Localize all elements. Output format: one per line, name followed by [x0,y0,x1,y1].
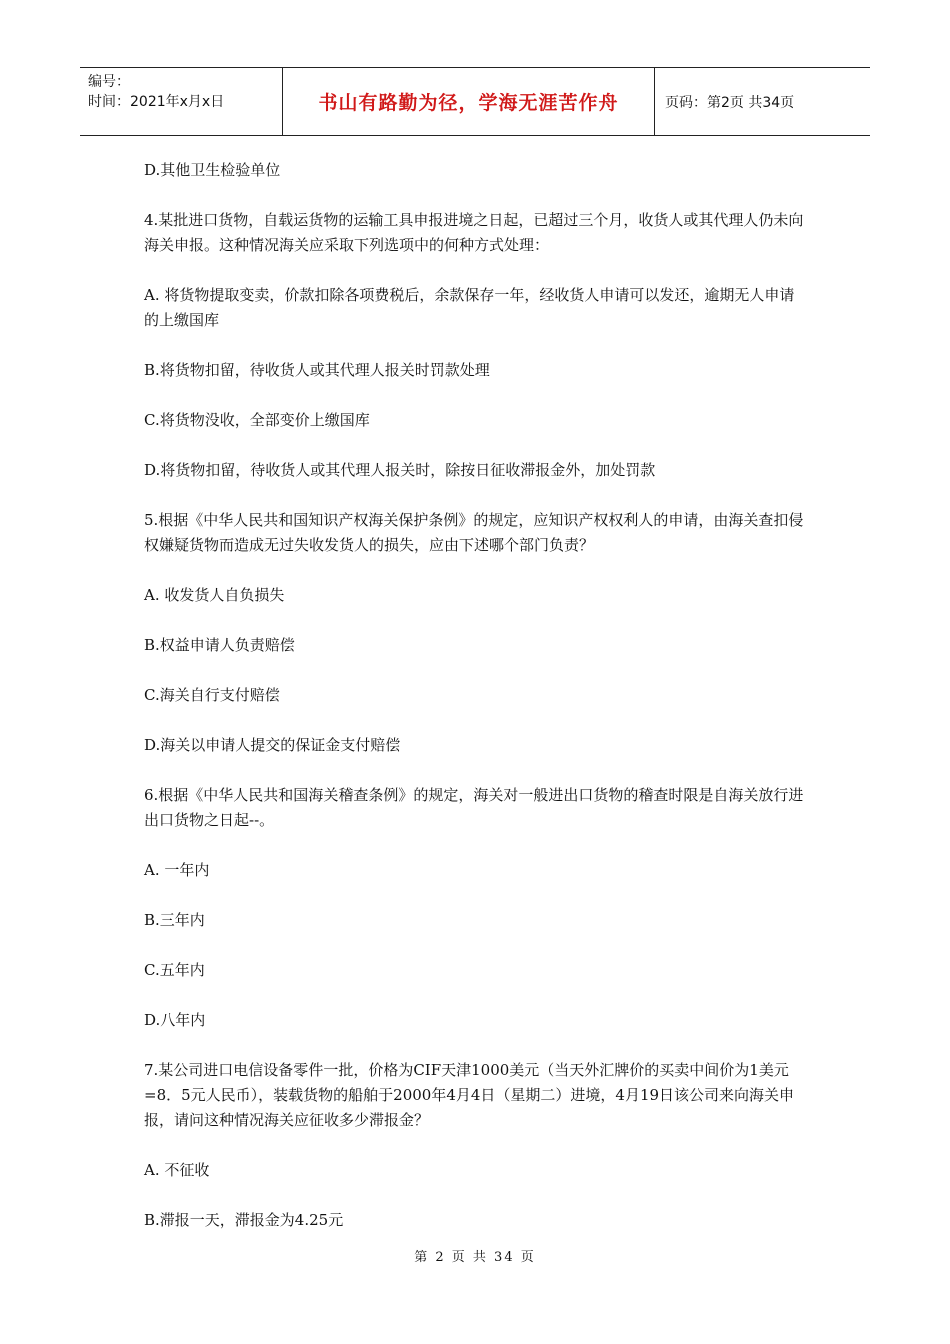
question-5: 5.根据《中华人民共和国知识产权海关保护条例》的规定，应知识产权权利人的申请，由海关查扣侵权嫌疑货物而造成无过失收发货人的损失，应由下述哪个部门负责？ [144,511,804,554]
question-7: 7.某公司进口电信设备零件一批，价格为CIF天津1000美元（当天外汇牌价的买卖中间价为1美元=8．5元人民币），装载货物的船舶于2000年4月4日（星期二）进境，4月19日该公司来向海关申报，请问这种情况海关应征收多少滞报金？ [144,1061,795,1129]
page-footer: 第 2 页 共 34 页 [414,1250,536,1265]
document-time-label: 时间：2021年x月x日 [88,94,225,110]
question-6-option-b: B.三年内 [144,911,205,929]
header-motto: 书山有路勤为径，学海无涯苦作舟 [283,68,655,135]
question-4-option-c: C.将货物没收，全部变价上缴国库 [144,411,370,429]
header-page-info: 页码：第2页 共34页 [665,94,795,111]
document-body [144,158,809,1258]
question-6-option-d: D.八年内 [144,1011,206,1029]
question-4: 4.某批进口货物，自载运货物的运输工具申报进境之日起，已超过三个月，收货人或其代理人仍未向海关申报。这种情况海关应采取下列选项中的何种方式处理： [144,211,804,254]
option-d-prev: D.其他卫生检验单位 [144,161,281,179]
document-number-label: 编号： [88,74,130,90]
question-4-option-b: B.将货物扣留，待收货人或其代理人报关时罚款处理 [144,361,490,379]
header-meta [80,68,283,135]
question-5-option-d: D.海关以申请人提交的保证金支付赔偿 [144,736,401,754]
question-5-option-c: C.海关自行支付赔偿 [144,686,280,704]
page-header [80,67,870,136]
question-5-option-a: A. 收发货人自负损失 [144,586,285,604]
question-4-option-d: D.将货物扣留，待收货人或其代理人报关时，除按日征收滞报金外，加处罚款 [144,461,656,479]
question-6-option-c: C.五年内 [144,961,205,979]
question-4-option-a: A. 将货物提取变卖，价款扣除各项费税后，余款保存一年，经收货人申请可以发还，逾期无人申请的上缴国库 [144,286,795,329]
question-6-option-a: A. 一年内 [144,861,210,879]
question-7-option-b: B.滞报一天，滞报金为4.25元 [144,1211,344,1229]
question-7-option-a: A. 不征收 [144,1161,210,1179]
question-6: 6.根据《中华人民共和国海关稽查条例》的规定，海关对一般进出口货物的稽查时限是自海关放行进出口货物之日起--。 [144,786,804,829]
question-5-option-b: B.权益申请人负责赔偿 [144,636,295,654]
